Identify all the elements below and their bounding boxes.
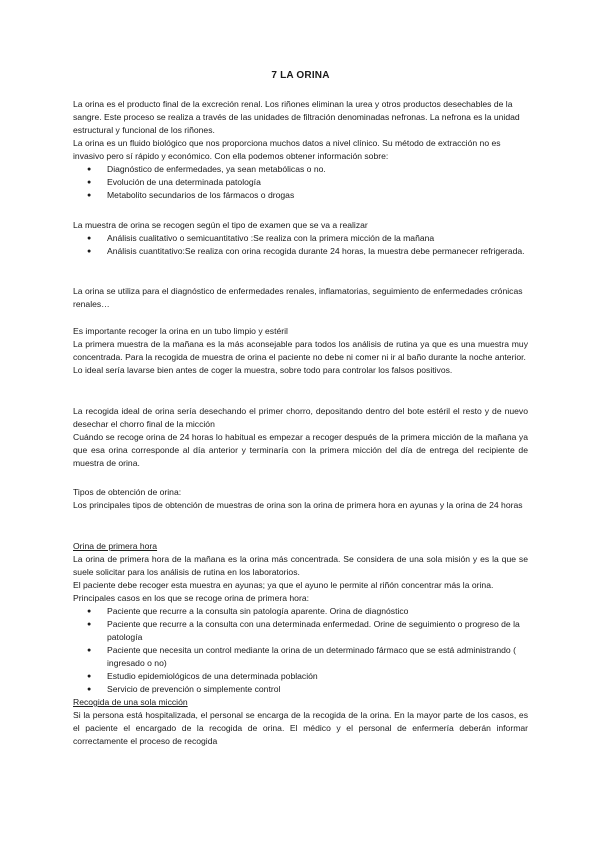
bullet-list (73, 605, 528, 696)
list-item: ● Paciente que necesita un control mediante la orina de un determinado fármaco que se está administrando ( ingresado o no) (73, 644, 528, 670)
list-item: ● Estudio epidemiológicos de una determinada población (73, 670, 528, 683)
types-section (73, 486, 528, 512)
paragraph: La orina se utiliza para el diagnóstico de enfermedades renales, inflamatorias, seguimiento de enfermedades crónicas renales… (73, 286, 523, 309)
list-item: ● Paciente que recurre a la consulta sin patología aparente. Orina de diagnóstico (73, 605, 528, 618)
list-item: ● Metabolito secundarios de los fármacos o drogas (73, 189, 528, 202)
paragraph: La orina es el producto final de la excreción renal. Los riñones eliminan la urea y otros productos desechables de la sangre. Este proceso se realiza a través de las unidades de filtración denominadas nefronas. La nefrona es la unidad estructural y funcional de los riñones. (73, 99, 520, 135)
list-item: ● Servicio de prevención o simplemente control (73, 683, 528, 696)
intro-section (73, 98, 528, 202)
paragraph: Los principales tipos de obtención de muestras de orina son la orina de primera hora en ayunas y la orina de 24 horas (73, 500, 523, 510)
usage-section (73, 285, 528, 311)
section-heading: Recogida de una sola micción (73, 697, 188, 707)
collection-section (73, 325, 528, 377)
bullet-list (73, 163, 528, 202)
list-item: ● Análisis cuantitativo:Se realiza con orina recogida durante 24 horas, la muestra debe permanecer refrigerada. (73, 245, 528, 258)
list-item: ● Paciente que recurre a la consulta con una determinada enfermedad. Orine de seguimiento o progreso de la patología (73, 618, 528, 644)
paragraph: La recogida ideal de orina sería desechando el primer chorro, depositando dentro del bote estéril el resto y de nuevo desechar el chorro final de la micción (73, 406, 528, 429)
ideal-collection-section (73, 405, 528, 470)
sample-section (73, 219, 528, 258)
paragraph: Es importante recoger la orina en un tubo limpio y estéril (73, 326, 288, 336)
paragraph: Principales casos en los que se recoge orina de primera hora: (73, 593, 309, 603)
list-item: ● Evolución de una determinada patología (73, 176, 528, 189)
paragraph: Tipos de obtención de orina: (73, 487, 182, 497)
paragraph: Cuándo se recoge orina de 24 horas lo habitual es empezar a recoger después de la primera micción de la mañana ya que esa orina corresponde al día anterior y terminaría con la primera micción del día de entrega del recipiente de muestra de orina. (73, 432, 528, 468)
paragraph: La orina de primera hora de la mañana es la orina más concentrada. Se considera de una sola misión y es la que se suele solicitar para los análisis de rutina en los laboratorios. (73, 554, 528, 577)
document-title: 7 LA ORINA (271, 70, 330, 81)
bullet-list (73, 232, 528, 258)
paragraph: El paciente debe recoger esta muestra en ayunas; ya que el ayuno le permite al riñón concentrar más la orina. (73, 580, 494, 590)
list-item: ● Análisis cualitativo o semicuantitativo :Se realiza con la primera micción de la mañana (73, 232, 528, 245)
paragraph: La orina es un fluido biológico que nos proporciona muchos datos a nivel clínico. Su método de extracción no es invasivo pero sí rápido y económico. Con ella podemos obtener información sobre: (73, 138, 501, 161)
section-heading: Orina de primera hora (73, 541, 158, 551)
paragraph: La muestra de orina se recogen según el tipo de examen que se va a realizar (73, 220, 368, 230)
paragraph: Lo ideal sería lavarse bien antes de coger la muestra, sobre todo para controlar los falsos positivos. (73, 365, 453, 375)
paragraph: Si la persona está hospitalizada, el personal se encarga de la recogida de la orina. En la mayor parte de los casos, es el paciente el encargado de la recogida de orina. El médico y el personal de enfermería deberán informar correctamente el proceso de recogida (73, 710, 528, 746)
paragraph: La primera muestra de la mañana es la más aconsejable para todos los análisis de rutina ya que es una muestra muy concentrada. Para la recogida de muestra de orina el paciente no debe ni comer ni ir al baño durante la noche anterior. (73, 339, 528, 362)
first-hour-section (73, 540, 528, 748)
list-item: ● Diagnóstico de enfermedades, ya sean metabólicas o no. (73, 163, 528, 176)
